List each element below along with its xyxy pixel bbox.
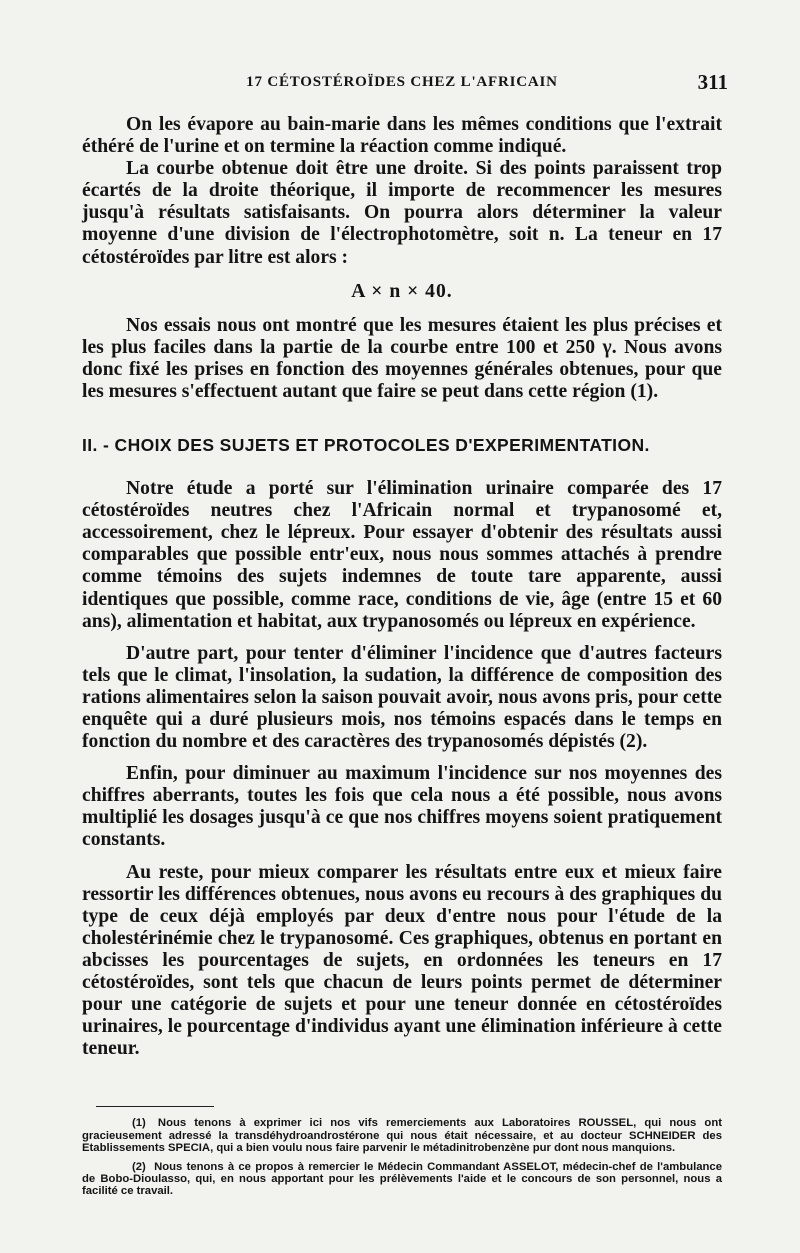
paragraph-measurements: Nos essais nous ont montré que les mesures étaient les plus précises et les plus faciles dans la partie de la courbe entre 100 et 250 γ. Nous avons donc fixé les prises en fonction des moyennes générales obtenues, pour que les mesures s'effectuent autant que faire se peut dans cette région (1). (82, 314, 722, 402)
section-heading: II. - CHOIX DES SUJETS ET PROTOCOLES D'EXPERIMENTATION. (82, 435, 650, 456)
running-head (82, 62, 728, 96)
footnote-1-text: Nous tenons à exprimer ici nos vifs remerciements aux Laboratoires ROUSSEL, qui nous ont gracieusement adressé la transdéhydroandrostérone qui nous était nécessaire, et au docteur SCHNEIDER des Etablissements SPECIA, qui a bien voulu nous faire parvenir le métadinitrobenzène pur dont nous manquions. (82, 1117, 722, 1155)
paragraph-curve: La courbe obtenue doit être une droite. Si des points paraissent trop écartés de la droite théorique, il importe de recommencer les mesures jusqu'à résultats satisfaisants. On pourra alors déterminer la valeur moyenne d'une division de l'électrophotomètre, soit n. La teneur en 17 cétostéroïdes par litre est alors : (82, 158, 722, 268)
running-title: 17 CÉTOSTÉROÏDES CHEZ L'AFRICAIN (246, 74, 558, 90)
paragraph-evaporation: On les évapore au bain-marie dans les mêmes conditions que l'extrait éthéré de l'urine et on termine la réaction comme indiqué. (82, 114, 722, 158)
footnote-1 (82, 1117, 722, 1154)
footnote-2 (82, 1161, 722, 1198)
section-paragraph-3: Enfin, pour diminuer au maximum l'incidence sur nos moyennes des chiffres aberrants, toutes les fois que cela nous a été possible, nous avons multiplié les dosages jusqu'à ce que nos chiffres moyens soient pratiquement constants. (82, 763, 722, 851)
section-paragraph-1: Notre étude a porté sur l'élimination urinaire comparée des 17 cétostéroïdes neutres chez l'Africain normal et trypanosomé et, accessoirement, chez le lépreux. Pour essayer d'obtenir des résultats aussi comparables que possible entr'eux, nous nous sommes attachés à prendre comme témoins des sujets indemnes de toute tare apparente, aussi identiques que possible, comme race, conditions de vie, âge (entre 15 et 60 ans), alimentation et habitat, aux trypanosomés ou lépreux en expérience. (82, 478, 722, 632)
footnote-2-mark: (2) (132, 1160, 146, 1173)
footnote-2-text: Nous tenons à ce propos à remercier le Médecin Commandant ASSELOT, médecin-chef de l'ambulance de Bobo-Dioulasso, qui, en nous apportant pour les prélèvements l'aide et le concours de son personnel, nous a facilité ce travail. (82, 1160, 722, 1198)
section-paragraph-2: D'autre part, pour tenter d'éliminer l'incidence que d'autres facteurs tels que le climat, l'insolation, la sudation, la différence de composition des rations alimentaires selon la saison pouvait avoir, nous avons pris, pour cette enquête qui a duré plusieurs mois, nos témoins espacés dans le temps en fonction du nombre et des caractères des trypanosomés dépistés (2). (82, 642, 722, 753)
section-paragraph-4: Au reste, pour mieux comparer les résultats entre eux et mieux faire ressortir les différences obtenues, nous avons eu recours à des graphiques du type de ceux déjà employés par deux d'entre nous pour l'étude de la cholestérinémie chez le trypanosomé. Ces graphiques, obtenus en portant en abcisses les pourcentages de sujets, en ordonnées les teneurs en 17 cétostéroïdes, sont tels que chacun de leurs points permet de déterminer pour une catégorie de sujets et pour une teneur donnée en cétostéroïdes urinaires, le pourcentage d'individus ayant une élimination inférieure à cette teneur. (82, 861, 722, 1060)
page-number: 311 (697, 70, 728, 94)
footnote-1-mark: (1) (132, 1117, 146, 1130)
formula: A × n × 40. (351, 280, 453, 302)
footnote-rule (96, 1106, 214, 1107)
